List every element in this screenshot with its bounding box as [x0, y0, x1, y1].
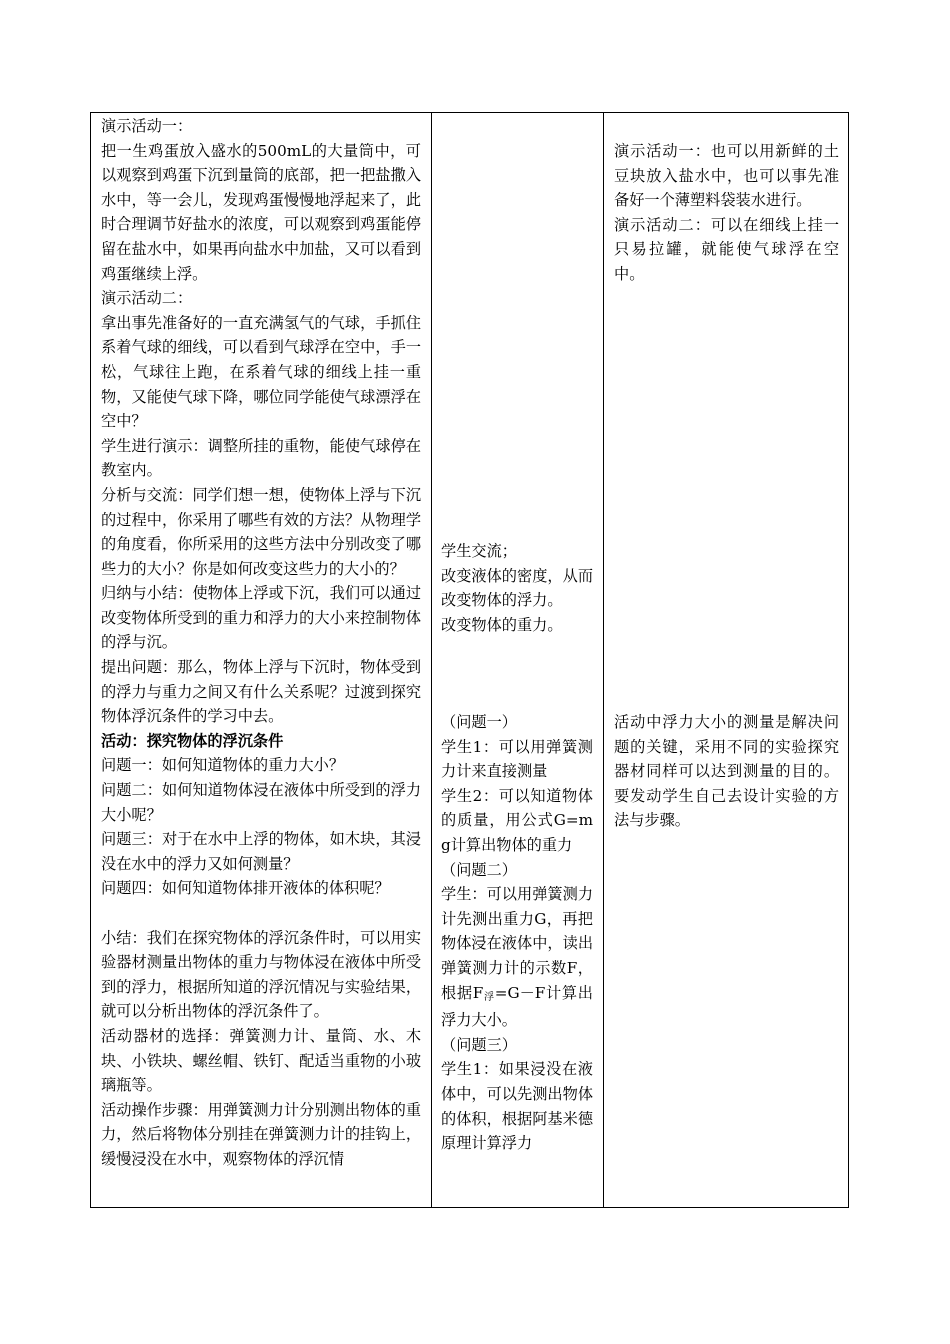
teacher-activity-text [101, 114, 421, 1172]
design-notes-cell [604, 113, 849, 1208]
exchange-title: 学生交流； [441, 542, 517, 560]
summary-2: 小结：我们在探究物体的浮沉条件时，可以用实验器材测量出物体的重力与物体浸在液体中所受到的浮力，根据所知道的浮沉情况与实验结果，就可以分析出物体的浮沉条件了。 [101, 928, 421, 1021]
teacher-activity-cell [91, 113, 432, 1208]
student-activity-cell [432, 113, 604, 1208]
q1-student-1: 学生1：可以用弹簧测力计来直接测量 [441, 737, 593, 781]
exchange-2: 改变物体的重力。 [441, 615, 563, 634]
analysis-paragraph: 分析与交流：同学们想一想，使物体上浮与下沉的过程中，你采用了哪些有效的方法？从物理学的角度看，你所采用的这些方法中分别改变了哪些力的大小？你是如何改变这些力的大小的？ [101, 485, 421, 578]
note-1: 演示活动一：也可以用新鲜的土豆块放入盐水中，也可以事先准备好一个薄塑料袋装水进行。 [614, 142, 839, 210]
note-3: 活动中浮力大小的测量是解决问题的关键，采用不同的实验探究器材同样可以达到测量的目的。要发动学生自己去设计实验的方法与步骤。 [614, 713, 839, 830]
q2-student [441, 882, 593, 1033]
design-notes-top [614, 139, 839, 287]
student-exchange [441, 539, 593, 637]
q1-label: （问题一） [441, 713, 517, 731]
lesson-table [90, 112, 849, 1208]
demo2-body: 拿出事先准备好的一直充满氢气的气球，手抓住系着气球的细线，可以看到气球浮在空中，手一松，气球往上跑，在系着气球的细线上挂一重物，又能使气球下降，哪位同学能使气球漂浮在空中？ [101, 313, 421, 431]
activity-title: 活动：探究物体的浮沉条件 [101, 731, 284, 750]
q2-student-b: =G－F计算出浮力大小。 [441, 983, 593, 1030]
demo1-title: 演示活动一： [101, 117, 193, 135]
student-demo: 学生进行演示：调整所挂的重物，能使气球停在教室内。 [101, 436, 421, 480]
question-1: 问题一：如何知道物体的重力大小？ [101, 756, 344, 775]
demo2-title: 演示活动二： [101, 289, 193, 308]
exchange-1: 改变液体的密度，从而改变物体的浮力。 [441, 566, 593, 610]
note-2: 演示活动二：可以在细线上挂一只易拉罐，就能使气球浮在空中。 [614, 215, 839, 283]
demo1-body: 把一生鸡蛋放入盛水的500mL的大量筒中，可以观察到鸡蛋下沉到量筒的底部，把一把盐撒入水中，等一会儿，发现鸡蛋慢慢地浮起来了，此时合理调节好盐水的浓度，可以观察到鸡蛋能停留在盐水中，如果再向盐水中加盐，又可以看到鸡蛋继续上浮。 [101, 141, 421, 283]
question-2: 问题二：如何知道物体浸在液体中所受到的浮力大小呢？ [101, 781, 421, 824]
design-notes-bottom [614, 710, 839, 833]
buoyancy-subscript: 浮 [483, 991, 495, 1003]
blank-line [101, 901, 421, 926]
table-row [91, 113, 849, 1208]
q2-student-a: 学生：可以用弹簧测力计先测出重力G，再把物体浸在液体中，读出弹簧测力计的示数F，根据F [441, 885, 593, 1002]
steps-paragraph: 活动操作步骤：用弹簧测力计分别测出物体的重力，然后将物体分别挂在弹簧测力计的挂钩上，缓慢浸没在水中，观察物体的浮沉情 [101, 1100, 421, 1168]
question-4: 问题四：如何知道物体排开液体的体积呢？ [101, 879, 390, 898]
student-answers [441, 710, 593, 1156]
question-raise: 提出问题：那么，物体上浮与下沉时，物体受到的浮力与重力之间又有什么关系呢？过渡到探究物体浮沉条件的学习中去。 [101, 658, 421, 726]
q1-student-2: 学生2：可以知道物体的质量，用公式G=mg计算出物体的重力 [441, 786, 593, 854]
q2-label: （问题二） [441, 860, 517, 879]
equipment-paragraph: 活动器材的选择：弹簧测力计、量筒、水、木块、小铁块、螺丝帽、铁钉、配适当重物的小玻璃瓶等。 [101, 1026, 421, 1095]
question-3: 问题三：对于在水中上浮的物体，如木块，其浸没在水中的浮力又如何测量？ [101, 830, 421, 873]
q3-student-1: 学生1：如果浸没在液体中，可以先测出物体的体积，根据阿基米德原理计算浮力 [441, 1060, 593, 1153]
q3-label: （问题三） [441, 1035, 517, 1054]
summary-paragraph: 归纳与小结：使物体上浮或下沉，我们可以通过改变物体所受到的重力和浮力的大小来控制物体的浮与沉。 [101, 584, 421, 652]
